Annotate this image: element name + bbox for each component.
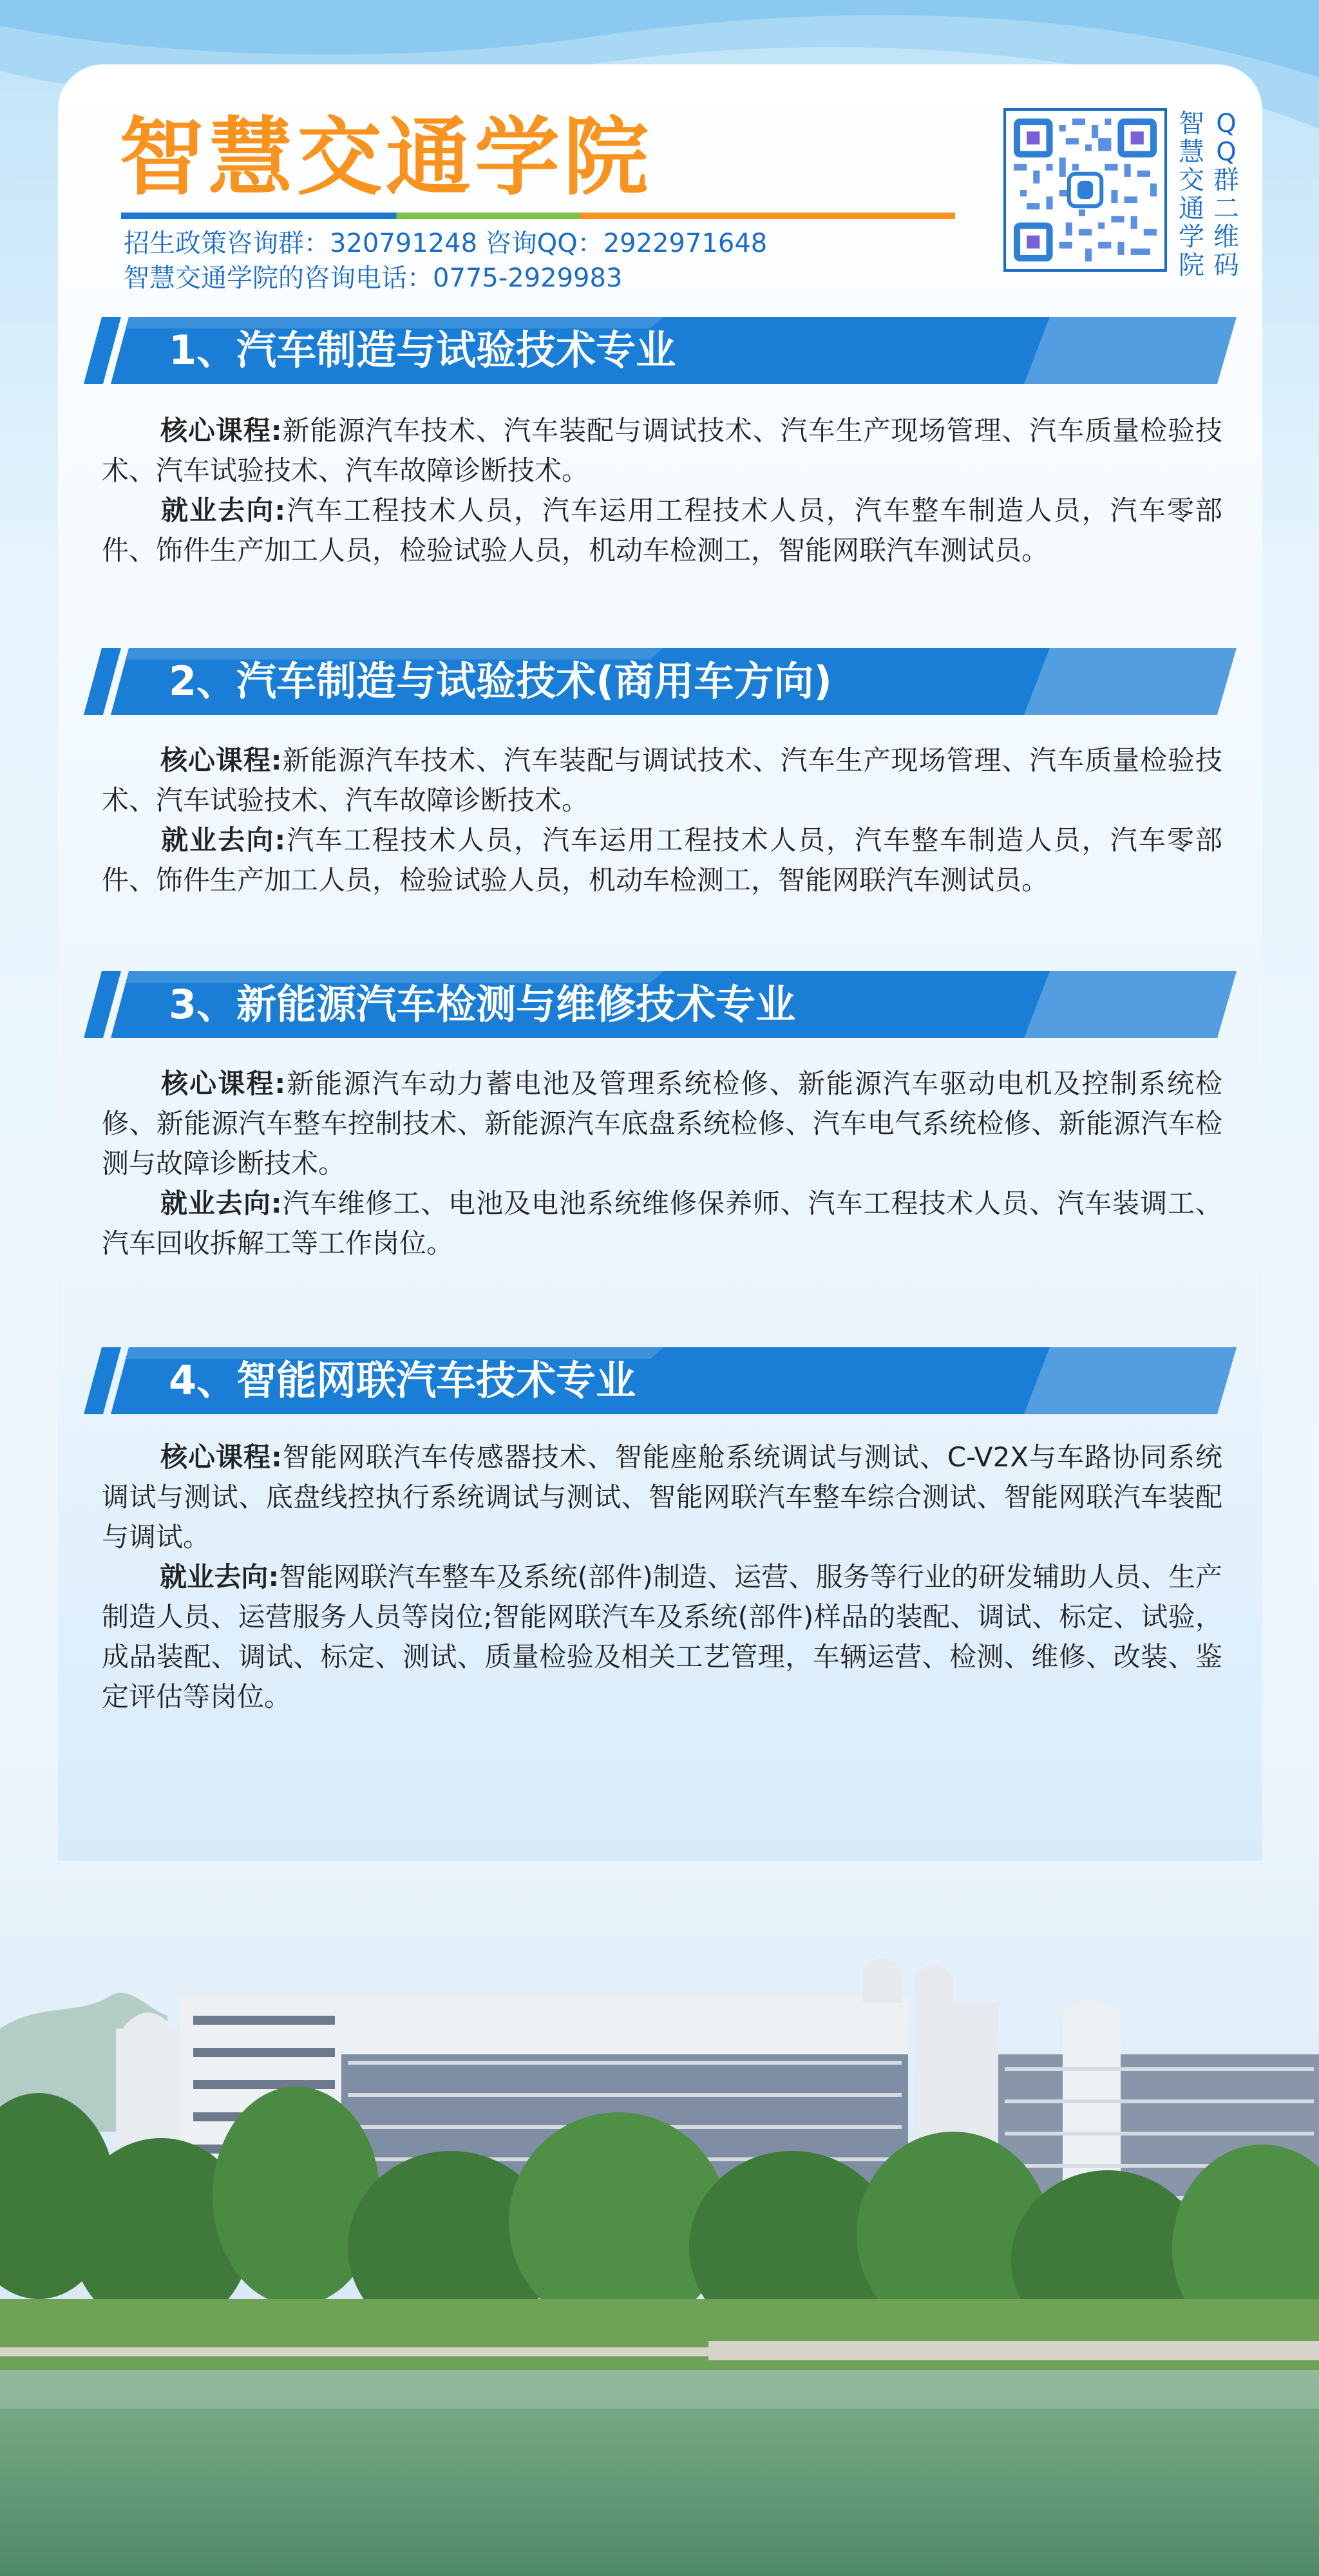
section-4-employment [102,1557,1222,1717]
qr-label-qq-group: QQ群二维码 [1213,109,1239,280]
qr-code-icon [1014,118,1157,261]
core-courses-label: 核心课程: [160,1441,282,1473]
section-banner-4 [84,1347,1237,1418]
section-1-employment [102,491,1222,571]
campus-photo [0,1861,1319,2576]
employment-text: 汽车工程技术人员，汽车运用工程技术人员，汽车整车制造人员，汽车零部件、饰件生产加工人员，检验试验人员，机动车检测工，智能网联汽车测试员。 [102,824,1222,896]
section-banner-1 [84,317,1237,388]
core-courses-text: 新能源汽车技术、汽车装配与调试技术、汽车生产现场管理、汽车质量检验技术、汽车试验技术、汽车故障诊断技术。 [102,415,1223,486]
employment-text: 汽车维修工、电池及电池系统维修保养师、汽车工程技术人员、汽车装调工、汽车回收拆解工等工作岗位。 [102,1188,1223,1259]
section-2-employment [102,820,1222,900]
employment-label: 就业去向: [160,824,286,856]
section-2-core-courses [102,741,1222,820]
employment-text: 汽车工程技术人员，汽车运用工程技术人员，汽车整车制造人员，汽车零部件、饰件生产加工人员，检验试验人员，机动车检测工，智能网联汽车测试员。 [102,495,1222,566]
section-banner-2 [84,648,1237,719]
page-title: 智慧交通学院 [119,108,652,207]
core-courses-label: 核心课程: [160,1068,286,1099]
core-courses-label: 核心课程: [160,415,282,446]
section-title: 4、智能网联汽车技术专业 [169,1357,636,1404]
qr-label-school: 智慧交通学院 [1179,109,1204,280]
section-3-core-courses [102,1064,1222,1184]
section-3-employment [102,1184,1222,1264]
section-4-core-courses [102,1437,1222,1557]
core-courses-text: 新能源汽车技术、汽车装配与调试技术、汽车生产现场管理、汽车质量检验技术、汽车试验技术、汽车故障诊断技术。 [102,744,1223,816]
section-banner-3 [84,971,1237,1042]
contact-line-phone: 智慧交通学院的咨询电话：0775-2929983 [124,263,623,293]
contact-line-group-qq: 招生政策咨询群：320791248 咨询QQ：2922971648 [124,229,768,258]
section-1-core-courses [102,411,1222,491]
section-title: 1、汽车制造与试验技术专业 [169,327,676,374]
qr-code [1003,108,1167,272]
employment-text: 智能网联汽车整车及系统(部件)制造、运营、服务等行业的研发辅助人员、生产制造人员、运营服务人员等岗位;智能网联汽车及系统(部件)样品的装配、调试、标定、试验，成品装配、调试、标定、测试、质量检验及相关工艺管理，车辆运营、检测、维修、改装、鉴定评估等岗位。 [102,1561,1222,1712]
core-courses-label: 核心课程: [160,744,282,776]
employment-label: 就业去向: [160,1561,280,1593]
title-underline [121,213,955,219]
employment-label: 就业去向: [160,495,286,526]
core-courses-text: 智能网联汽车传感器技术、智能座舱系统调试与测试、C-V2X与车路协同系统调试与测试、底盘线控执行系统调试与测试、智能网联汽车整车综合测试、智能网联汽车装配与调试。 [102,1441,1223,1553]
section-title: 3、新能源汽车检测与维修技术专业 [169,981,796,1028]
employment-label: 就业去向: [160,1188,282,1219]
core-courses-text: 新能源汽车动力蓄电池及管理系统检修、新能源汽车驱动电机及控制系统检修、新能源汽车整车控制技术、新能源汽车底盘系统检修、汽车电气系统检修、新能源汽车检测与故障诊断技术。 [102,1068,1222,1179]
section-title: 2、汽车制造与试验技术(商用车方向) [169,658,832,705]
